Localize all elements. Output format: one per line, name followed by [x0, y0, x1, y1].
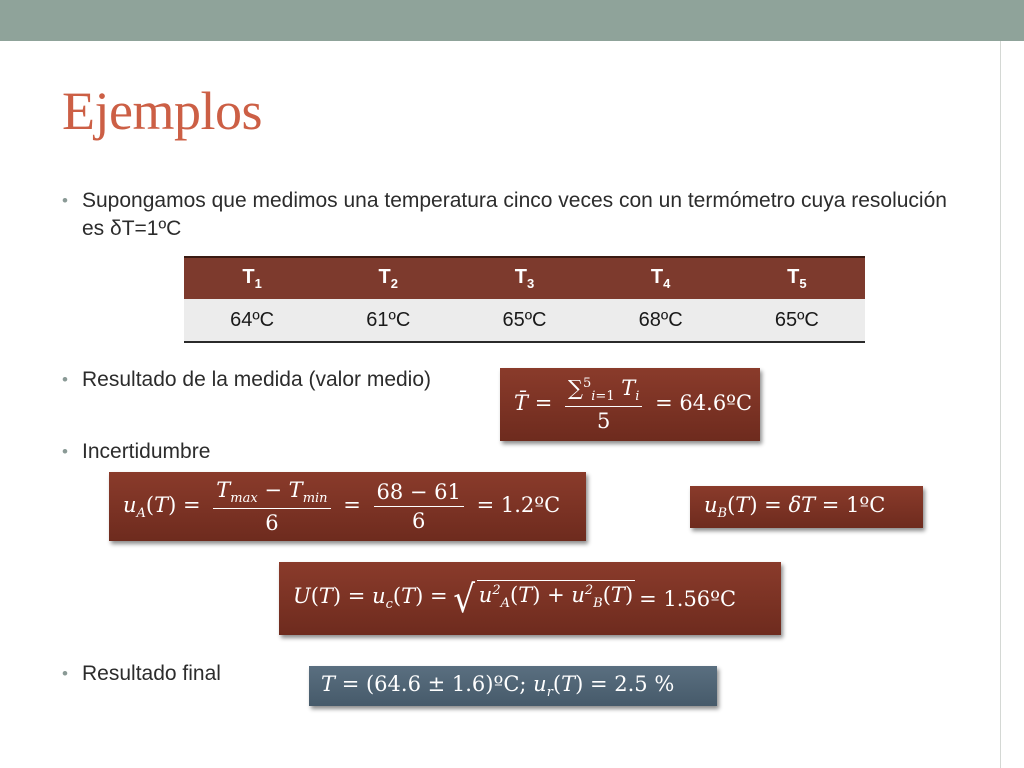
- uB-formula-box: [690, 486, 923, 528]
- top-bar: [0, 0, 1024, 41]
- uA-formula-box: [109, 472, 586, 541]
- mean-formula: T̄ = $\frac{\sum^5_{i=1} T_i}{5}$ = 64.6ºC: [514, 375, 753, 434]
- mean-formula-box: [500, 368, 760, 441]
- bullet-uncertainty: [82, 438, 210, 466]
- header-t3: $T_3$: [456, 257, 592, 299]
- uB-formula: $u_B(T) = \delta T$ = 1ºC: [704, 492, 886, 522]
- bullet-final: [82, 660, 221, 688]
- combined-uncertainty-formula: $U(T) = u_c(T)$ = √ $u^2_A(T) + u^2_B(T)$ = 1.56ºC: [293, 576, 737, 621]
- header-t5: $T_5$: [729, 257, 865, 299]
- slide-title: Ejemplos: [62, 81, 262, 141]
- bullet-intro: [82, 187, 962, 243]
- bullet-dot: [62, 438, 68, 466]
- bullet-dot: [62, 660, 68, 688]
- table-header-row: [184, 257, 865, 299]
- header-t4: $T_4$: [593, 257, 729, 299]
- bullet-dot: [62, 366, 68, 394]
- final-result-box: [309, 666, 717, 706]
- table-cell: 64ºC: [184, 299, 320, 342]
- combined-uncertainty-box: [279, 562, 781, 635]
- header-t1: $T_1$: [184, 257, 320, 299]
- bullet-uncertainty-text: Incertidumbre: [82, 440, 211, 463]
- table-cell: 68ºC: [593, 299, 729, 342]
- right-divider: [1000, 41, 1001, 768]
- bullet-mean: [82, 366, 431, 394]
- header-t2: $T_2$: [320, 257, 456, 299]
- table-row: [184, 299, 865, 342]
- bullet-dot: [62, 187, 68, 215]
- table-cell: 65ºC: [456, 299, 592, 342]
- table-cell: 65ºC: [729, 299, 865, 342]
- bullet-mean-text: Resultado de la medida (valor medio): [82, 368, 432, 391]
- bullet-intro-text: Supongamos que medimos una temperatura cinco veces con un termómetro cuya resolución es δT=1ºC: [82, 189, 947, 240]
- uA-formula: $u_A(T)$ = $\frac{T_{max} - T_{min}}{6}$ = $\frac{68 - 61}{6}$ = 1.2ºC: [123, 477, 561, 536]
- temperature-table: [184, 256, 865, 343]
- final-result-formula: T = (64.6 ± 1.6)ºC; $u_r(T) = 2.5$ %: [321, 671, 675, 701]
- table-cell: 61ºC: [320, 299, 456, 342]
- bullet-final-text: Resultado final: [82, 662, 221, 685]
